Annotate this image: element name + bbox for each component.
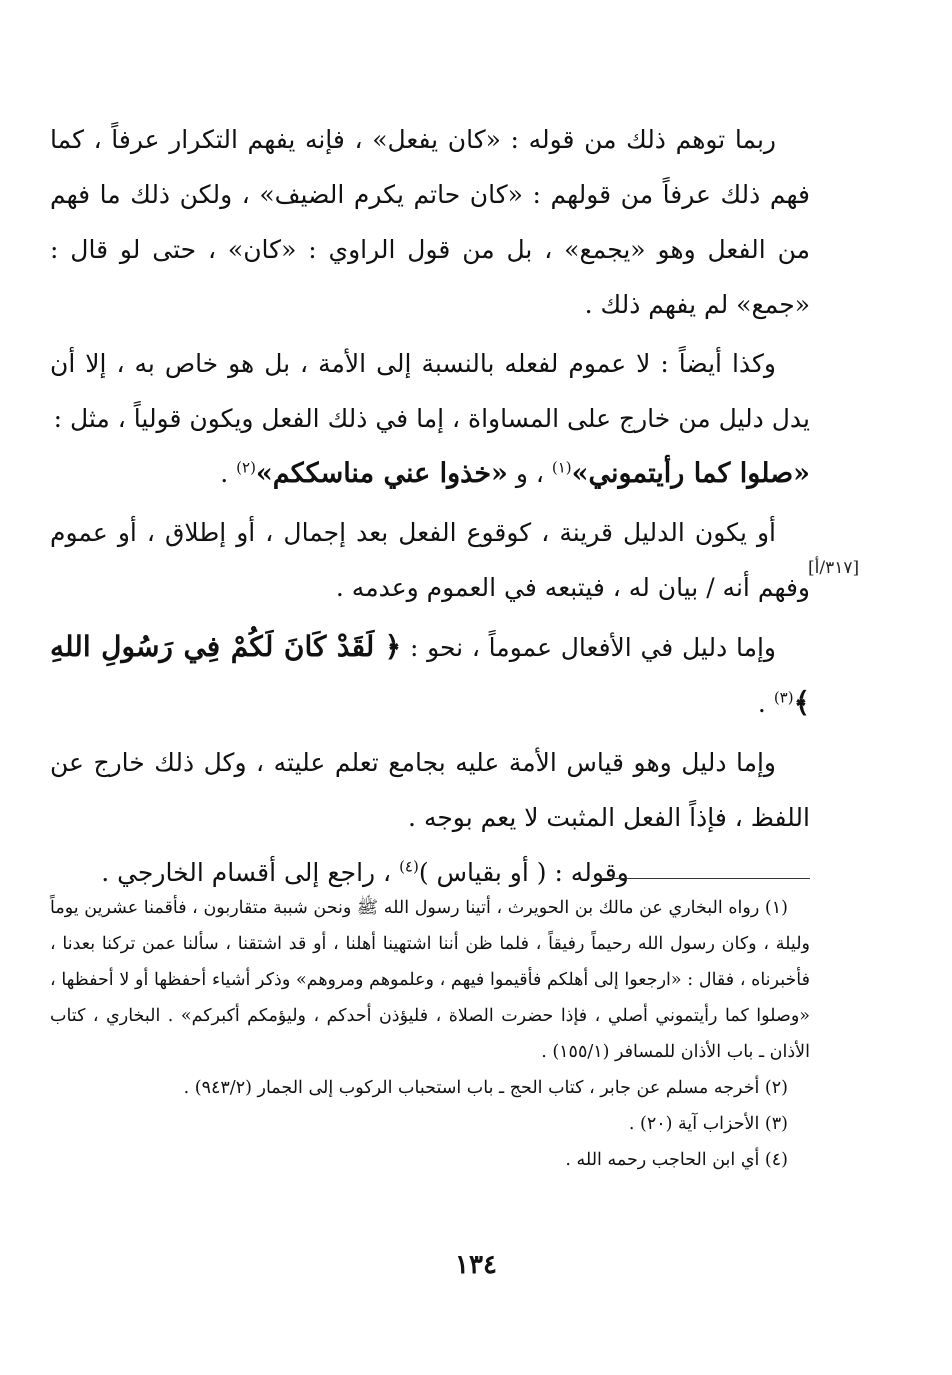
paragraph-7-start: وقوله : ( أو بقياس ) [418, 858, 629, 887]
footnotes [50, 890, 810, 1178]
footnote-4: (٤) أي ابن الحاجب رحمه الله . [565, 1150, 788, 1170]
footnote-ref-4: (٤) [399, 857, 419, 876]
footnote-divider [600, 878, 810, 879]
footnote-ref-2: (٢) [236, 458, 256, 477]
paragraph-6: وإما دليل وهو قياس الأمة عليه بجامع تعلم عليته ، وكل ذلك خارج عن اللفظ ، فإذاً الفعل المثبت لا يعم بوجه . [50, 748, 810, 832]
footnote-ref-3: (٣) [773, 688, 794, 707]
paragraph-3-end: . [220, 459, 237, 488]
paragraph-4: أو يكون الدليل قرينة ، كوقوع الفعل بعد إجمال ، أو إطلاق ، أو عموم وفهم أنه / بيان له ، فيتبعه في العموم وعدمه . [50, 518, 810, 602]
footnote-2: (٢) أخرجه مسلم عن جابر ، كتاب الحج ـ باب استحباب الركوب إلى الجمار (٩٤٣/٢) . [183, 1078, 788, 1098]
paragraph-5-end: . [757, 689, 774, 718]
quran-verse: ﴿ لَقَدْ كَانَ لَكُمْ فِي رَسُولِ اللهِ ﴾ [50, 630, 810, 719]
paragraph-7-end: ، راجع إلى أقسام الخارجي . [101, 858, 400, 887]
paragraph-1: ربما توهم ذلك من قوله : «كان يفعل» ، فإنه يفهم التكرار عرفاً ، كما فهم ذلك عرفاً من قولهم : «كان حاتم يكرم الضيف» ، ولكن ذلك ما فهم من الفعل وهو «يجمع» ، بل من قول الراوي : «كان» ، حتى لو قال : «جمع» لم يفهم ذلك . [50, 125, 810, 319]
paragraph-2: وكذا أيضاً : لا عموم لفعله بالنسبة إلى الأمة ، بل هو خاص به ، إلا أن يدل دليل من خارج على المساواة ، إما في ذلك الفعل ويكون قولياً ، مثل : [50, 349, 810, 433]
footnote-3: (٣) الأحزاب آية (٢٠) . [628, 1114, 788, 1134]
paragraph-3 [50, 446, 810, 501]
paragraph-5 [50, 619, 810, 731]
manuscript-folio-marker: [٣١٧/أ] [808, 558, 860, 578]
page-number: ١٣٤ [455, 1250, 497, 1280]
footnote-ref-1: (١) [551, 458, 572, 477]
paragraph-5-start: وإما دليل في الأفعال عموماً ، نحو : [401, 633, 776, 662]
hadith-quote-2: «خذوا عني مناسككم» [255, 458, 508, 489]
hadith-quote-1: «صلوا كما رأيتموني» [571, 458, 810, 489]
footnote-1: (١) رواه البخاري عن مالك بن الحويرث ، أتينا رسول الله ﷺ ونحن شببة متقاربون ، فأقمنا عشرين يوماً وليلة ، وكان رسول الله رحيماً رفيقاً ، فلما ظن أننا اشتهينا أهلنا ، أو قد اشتقنا ، سألنا عمن تركنا بعدنا ، فأخبرناه ، فقال : «ارجعوا إلى أهلكم فأقيموا فيهم ، وعلموهم ومروهم» وذكر أشياء أحفظها أو لا أحفظها ، «وصلوا كما رأيتموني أصلي ، فإذا حضرت الصلاة ، فليؤذن أحدكم ، وليؤمكم أكبركم» . البخاري ، كتاب الأذان ـ باب الأذان للمسافر (١٥٥/١) . [50, 898, 810, 1062]
paragraph-3-mid: ، و [507, 459, 552, 488]
main-text [50, 112, 810, 900]
